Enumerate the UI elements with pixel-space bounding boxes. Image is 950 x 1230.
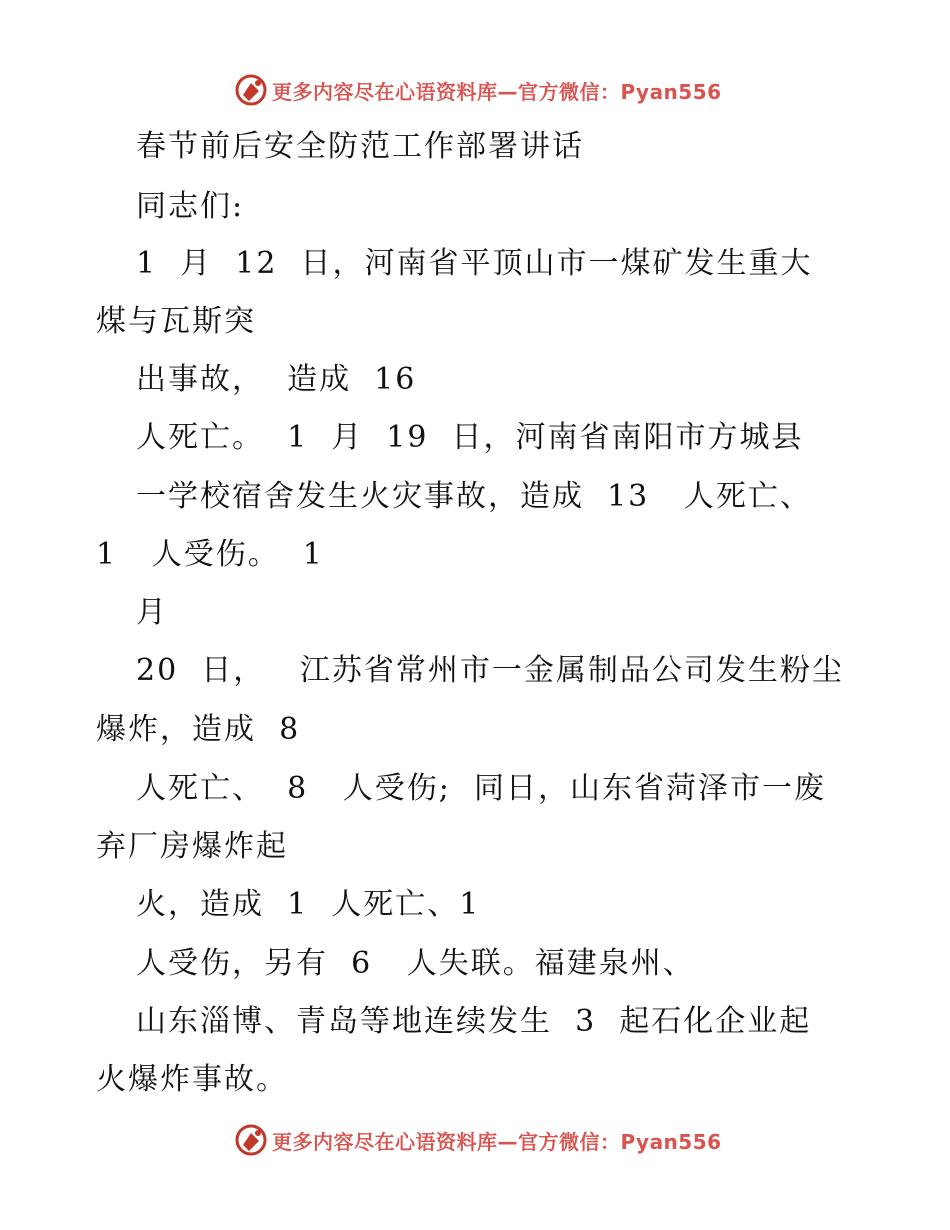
body-line: 出事故， 造成 16	[136, 362, 417, 397]
body-line: 弃厂房爆炸起	[96, 829, 288, 864]
body-line: 爆炸，造成 8	[96, 712, 301, 747]
logo-icon	[234, 1123, 268, 1157]
body-line: 1 人受伤。 1	[96, 537, 324, 572]
body-line: 煤与瓦斯突	[96, 304, 256, 339]
body-line: 人死亡。 1 月 19 日，河南省南阳市方城县	[136, 420, 804, 455]
body-line: 火，造成 1 人死亡、1	[136, 887, 481, 922]
body-line: 人受伤，另有 6 人失联。福建泉州、	[136, 946, 695, 981]
body-line: 月	[136, 595, 168, 630]
footer-banner	[234, 1122, 722, 1158]
banner-text: 更多内容尽在心语资料库—官方微信：Pyan556	[272, 1129, 722, 1154]
logo-icon	[234, 73, 268, 107]
header-banner	[234, 72, 722, 108]
body-line: 人死亡、 8 人受伤; 同日，山东省菏泽市一废	[136, 771, 826, 806]
document-title: 春节前后安全防范工作部署讲话	[136, 129, 584, 164]
body-line: 山东淄博、青岛等地连续发生 3 起石化企业起	[136, 1004, 812, 1039]
salutation: 同志们:	[136, 189, 245, 224]
banner-text: 更多内容尽在心语资料库—官方微信：Pyan556	[272, 79, 722, 104]
body-line: 一学校宿舍发生火灾事故，造成 13 人死亡、	[136, 479, 812, 514]
body-line: 火爆炸事故。	[96, 1062, 288, 1097]
body-line: 20 日， 江苏省常州市一金属制品公司发生粉尘	[136, 653, 844, 688]
body-line: 1 月 12 日，河南省平顶山市一煤矿发生重大	[136, 246, 813, 281]
